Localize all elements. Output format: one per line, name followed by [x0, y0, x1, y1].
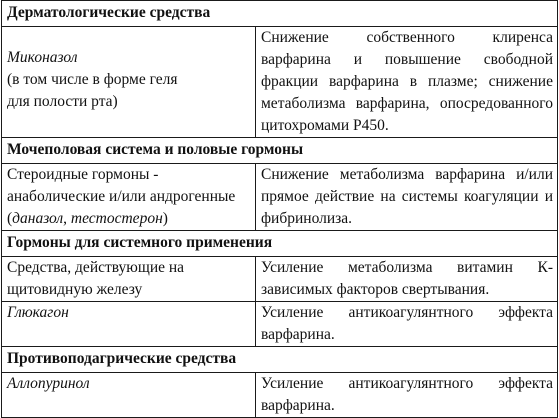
table-row [2, 257, 558, 302]
section-header-row [2, 347, 558, 373]
drug-name-text: ( [7, 210, 13, 227]
drug-name-text: Глюкагон [7, 304, 69, 321]
drug-interaction-table [1, 0, 558, 418]
table-row [2, 373, 558, 418]
table-body [2, 1, 558, 418]
section-title: Гормоны для системного применения [2, 231, 558, 257]
drug-name-cell [2, 27, 256, 138]
drug-name-text: , [63, 210, 71, 227]
section-header-row [2, 231, 558, 257]
drug-name-text: тестостерон [70, 210, 163, 227]
drug-name-text: (в том числе в форме геля [7, 71, 178, 88]
effect-description-cell: Снижение метаболизма варфарина и/или прямое действие на системы коагуляции и фибринолиза. [256, 164, 558, 231]
drug-name-cell [2, 257, 256, 302]
section-title: Мочеполовая система и половые гормоны [2, 138, 558, 164]
section-title: Противоподагрические средства [2, 347, 558, 373]
drug-name-text: для полости рта) [7, 93, 118, 110]
cell-spacer [7, 27, 251, 47]
drug-name-text: Аллопуринол [7, 375, 90, 392]
table-row [2, 27, 558, 138]
drug-name-text: Миконазол [7, 49, 78, 66]
table-row [2, 302, 558, 347]
drug-name-text: Средства, действующие на [7, 259, 185, 276]
effect-description-cell: Снижение собственного клиренса варфарина и повышение свободной фракции варфарина в плазме; снижение метаболизма варфарина, опосредованного цитохромами Р450. [256, 27, 558, 138]
drug-name-text: щитовидную железу [7, 281, 143, 298]
drug-name-cell [2, 302, 256, 347]
drug-name-text: анаболические и/или андрогенные [7, 188, 236, 205]
drug-name-cell [2, 164, 256, 231]
table-row [2, 164, 558, 231]
section-header-row [2, 1, 558, 27]
effect-description-cell: Усиление метаболизма витамин К-зависимых факторов свертывания. [256, 257, 558, 302]
section-title: Дерматологические средства [2, 1, 558, 27]
effect-description-cell: Усиление антикоагулянтного эффекта варфарина. [256, 302, 558, 347]
drug-name-text: Стероидные гормоны - [7, 166, 159, 183]
effect-description-cell: Усиление антикоагулянтного эффекта варфарина. [256, 373, 558, 418]
section-header-row [2, 138, 558, 164]
drug-name-cell [2, 373, 256, 418]
drug-name-text: ) [162, 210, 168, 227]
drug-name-text: даназол [12, 210, 64, 227]
